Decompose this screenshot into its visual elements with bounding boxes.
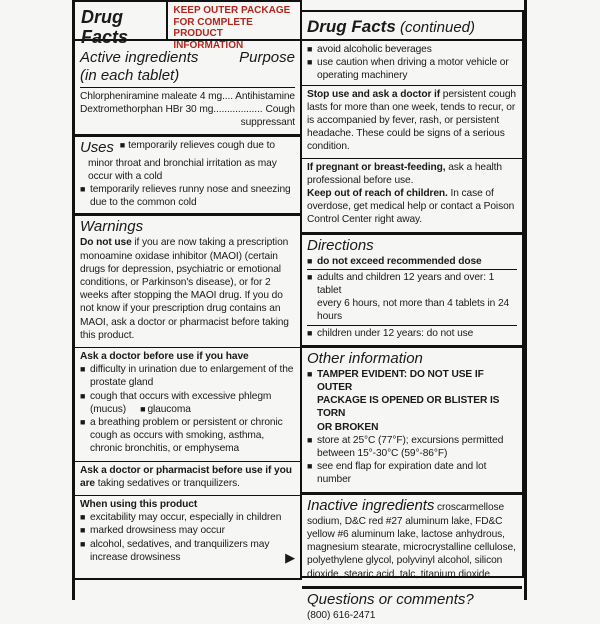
ask-doctor-heading: Ask a doctor before use if you have — [80, 351, 249, 363]
direction-item: hours — [317, 311, 342, 323]
warning-text: conditions, or Parkinson's disease), or for 2 — [80, 277, 271, 289]
ask-doctor-item: a breathing problem or persistent or chronic — [90, 417, 283, 429]
uses-text: temporarily relieves cough due to — [128, 139, 275, 151]
ask-doctor-item: cough as occurs with smoking, asthma, — [90, 430, 265, 442]
stop-use-text: condition. — [307, 141, 350, 153]
other-info-item: store at 25°C (77°F); excursions permitted — [317, 434, 504, 446]
bullet-icon: ■ — [307, 434, 313, 445]
ask-doctor-item: prostate gland — [90, 377, 154, 389]
bullet-icon: ■ — [307, 57, 313, 68]
drug-facts-continued-title: Drug Facts — [307, 17, 396, 36]
other-info-item: OR BROKEN — [317, 421, 379, 433]
drug-facts-title — [75, 2, 168, 47]
ask-doctor-item: chronic bronchitis, or emphysema — [90, 443, 240, 455]
ingredient-name: Dextromethorphan HBr 30 mg.................. — [80, 104, 263, 116]
directions-section — [302, 232, 522, 342]
right-column — [302, 10, 524, 621]
keep-out-text: overdose, get medical help or contact a Poison — [307, 201, 515, 213]
when-using-heading: When using this product — [80, 499, 198, 511]
inactive-ingredients-section — [302, 492, 522, 583]
keep-outer-line-1: KEEP OUTER PACKAGE — [173, 5, 291, 16]
when-using-section — [75, 495, 300, 566]
ask-pharmacist-heading-cont: are — [80, 477, 95, 489]
warning-text: weeks after stopping the MAOI drug. If you do — [80, 290, 283, 302]
ingredient-purpose-cont: suppressant — [240, 117, 295, 129]
ask-doctor-item: cough that occurs with excessive phlegm — [90, 390, 272, 402]
ask-pharmacist-section — [75, 461, 300, 492]
continued-title — [302, 12, 522, 41]
other-info-item: TAMPER EVIDENT: DO NOT USE IF OUTER — [317, 368, 484, 394]
pregnancy-text: ask a health — [445, 161, 502, 173]
pregnancy-section — [302, 158, 522, 229]
ask-doctor-item: (mucus) — [90, 403, 127, 415]
questions-section — [302, 586, 522, 624]
bullet-icon: ■ — [80, 390, 86, 401]
avoid-item: use caution when driving a motor vehicle or — [317, 57, 509, 69]
uses-text: minor throat and bronchial irritation as may — [88, 157, 277, 169]
bullet-icon: ■ — [80, 417, 86, 428]
ask-doctor-section — [75, 347, 300, 458]
inactive-ingredients-text: magnesium stearate, microcrystalline cellulose, — [307, 542, 516, 554]
uses-text: due to the common cold — [90, 197, 197, 209]
stop-use-text: headache. These could be signs of a serious — [307, 128, 505, 140]
bullet-icon: ■ — [307, 44, 313, 54]
other-info-heading: Other information — [307, 349, 423, 367]
purpose-heading: Purpose — [239, 49, 295, 66]
uses-text: temporarily relieves runny nose and sneezing — [90, 184, 291, 196]
warning-text: MAOI, ask a doctor or pharmacist before taking — [80, 316, 289, 328]
bullet-icon: ■ — [307, 327, 313, 338]
title-bar — [75, 2, 300, 51]
warning-text: drugs for depression, psychiatric or emotional — [80, 263, 281, 275]
inactive-ingredients-text: polyethylene glycol, polyvinyl alcohol, silicon — [307, 555, 503, 567]
do-not-use-label: Do not use — [80, 237, 132, 249]
other-info-item: PACKAGE IS OPENED OR BLISTER IS TORN — [317, 395, 500, 420]
keep-outer-notice — [168, 2, 300, 51]
direction-item: adults and children 12 years and over: 1 tablet — [317, 271, 495, 297]
ingredient-purpose: Cough — [265, 104, 295, 116]
other-info-section — [302, 345, 522, 489]
uses-text: occur with a cold — [88, 170, 163, 182]
inactive-ingredients-text: sodium, D&C red #27 aluminum lake, FD&C — [307, 515, 503, 527]
ask-doctor-item: difficulty in urination due to enlargement of the — [90, 364, 294, 376]
stop-use-section — [302, 85, 522, 156]
keep-out-text: Control Center right away. — [307, 214, 422, 226]
glaucoma-item: glaucoma — [147, 403, 191, 415]
uses-section — [75, 134, 300, 212]
warning-text: monoamine oxidase inhibitor (MAOI) (certain — [80, 250, 278, 262]
bullet-icon: ■ — [80, 364, 86, 375]
bullet-icon: ■ — [80, 538, 86, 549]
keep-out-label: Keep out of reach of children. — [307, 188, 448, 200]
bullet-icon: ■ — [80, 184, 86, 195]
direction-item: do not exceed recommended dose — [317, 255, 482, 267]
inactive-ingredients-text: croscarmellose — [434, 501, 505, 513]
avoid-section — [302, 41, 522, 85]
bullet-icon: ■ — [307, 255, 313, 266]
inactive-ingredients-heading: Inactive ingredients — [307, 496, 435, 514]
bullet-icon: ■ — [307, 461, 313, 472]
direction-item: every 6 hours, not more than 4 tablets in 24 — [317, 298, 510, 310]
when-using-item: alcohol, sedatives, and tranquilizers may — [90, 538, 270, 550]
pregnancy-label: If pregnant or breast-feeding, — [307, 161, 446, 173]
other-info-item: see end flap for expiration date and lot number — [317, 461, 487, 486]
pregnancy-text: professional before use. — [307, 174, 414, 186]
ingredient-purpose: Antihistamine — [235, 91, 295, 102]
ingredient-row — [80, 90, 295, 103]
questions-heading: Questions or comments? — [307, 590, 474, 608]
warning-text: if you are now taking a prescription — [131, 237, 289, 249]
left-column — [72, 0, 302, 580]
avoid-item: avoid alcoholic beverages — [317, 44, 432, 55]
warnings-section — [75, 213, 300, 344]
when-using-item: increase drowsiness — [90, 551, 181, 563]
stop-use-text: lasts for more than one week, tends to recur, or — [307, 101, 516, 113]
drug-facts-title-text: Drug Facts — [81, 7, 129, 47]
inactive-ingredients-text: dioxide, stearic acid, talc, titanium dioxide — [307, 568, 490, 580]
keep-outer-line-2: FOR COMPLETE PRODUCT — [173, 16, 253, 39]
continued-label: (continued) — [395, 19, 476, 36]
bullet-icon: ■ — [307, 271, 313, 282]
keep-out-text: In case of — [447, 188, 494, 200]
stop-use-text: is accompanied by fever, rash, or persistent — [307, 115, 500, 127]
ingredient-name: Chlorpheniramine maleate 4 mg.... — [80, 91, 233, 102]
warnings-heading: Warnings — [80, 218, 144, 236]
keep-outer-line-3: INFORMATION — [173, 39, 244, 51]
bullet-icon: ■ — [80, 512, 86, 523]
active-ingredients-section — [75, 41, 300, 132]
bullet-icon: ■ — [140, 403, 146, 414]
phone-number: (800) 616-2471 — [307, 609, 376, 621]
bullet-icon: ■ — [80, 525, 86, 536]
continue-arrow-icon: ▶ — [285, 549, 295, 565]
ask-pharmacist-heading: Ask a doctor or pharmacist before use if you — [80, 464, 292, 476]
other-info-item: between 15°-30°C (59°-86°F) — [317, 448, 448, 460]
direction-item: children under 12 years: do not use — [317, 327, 474, 339]
bullet-icon: ■ — [119, 139, 126, 150]
warning-text: this product. — [80, 329, 135, 341]
ask-pharmacist-text: taking sedatives or tranquilizers. — [95, 477, 240, 489]
uses-heading: Uses — [80, 138, 114, 156]
when-using-item: excitability may occur, especially in children — [90, 512, 282, 524]
directions-heading: Directions — [307, 236, 374, 254]
bullet-icon: ■ — [307, 368, 313, 379]
warning-text: not know if your prescription drug contains an — [80, 303, 281, 315]
stop-use-text: persistent cough — [440, 88, 516, 100]
avoid-item: operating machinery — [317, 70, 408, 82]
stop-use-label: Stop use and ask a doctor if — [307, 88, 441, 100]
ingredient-row — [80, 103, 295, 116]
active-ingredients-heading: Active ingredients — [80, 49, 199, 66]
when-using-item: marked drowsiness may occur — [90, 525, 225, 537]
inactive-ingredients-text: yellow #6 aluminum lake, lactose anhydrous, — [307, 528, 505, 540]
active-ingredients-subheading: (in each tablet) — [80, 67, 295, 88]
